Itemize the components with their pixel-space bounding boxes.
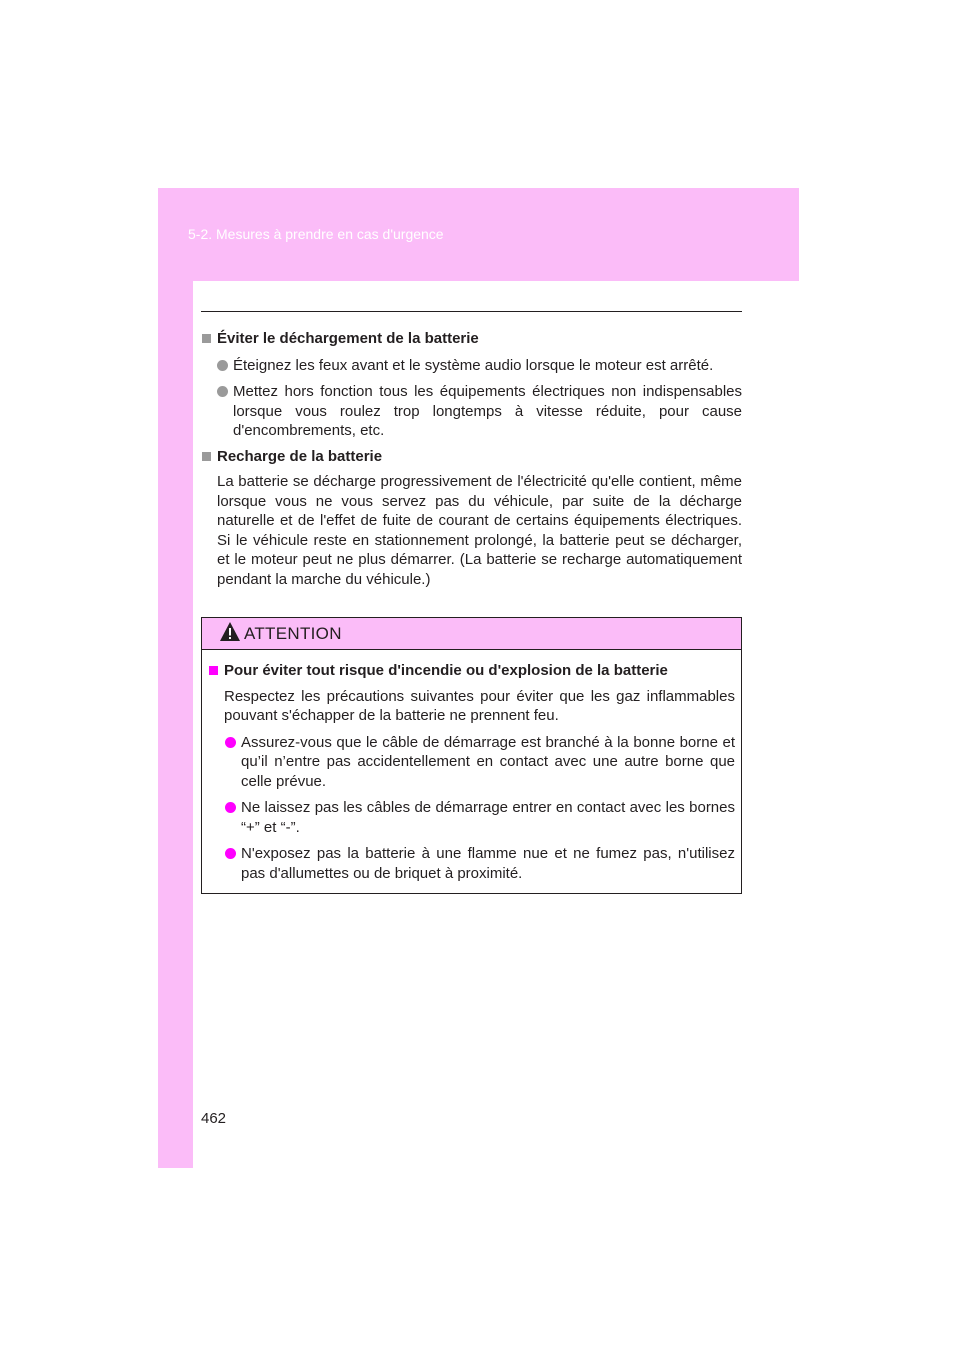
section-title: 5-2. Mesures à prendre en cas d'urgence — [188, 226, 444, 242]
attention-paragraph: Respectez les précautions suivantes pour éviter que les gaz inflammables pouvant s'échapper de la batterie ne prennent feu. — [224, 687, 735, 724]
circle-bullet-icon — [225, 848, 236, 859]
square-bullet-icon — [202, 334, 211, 343]
list-item: N'exposez pas la batterie à une flamme nue et ne fumez pas, n'utilisez pas d'allumettes ou de briquet à proximité. — [208, 844, 735, 883]
attention-heading: Pour éviter tout risque d'incendie ou d'explosion de la batterie — [208, 661, 735, 681]
circle-bullet-icon — [225, 802, 236, 813]
section-heading-battery-recharge: Recharge de la batterie — [201, 447, 742, 467]
main-content — [201, 329, 742, 589]
square-bullet-icon — [209, 666, 218, 675]
square-bullet-icon — [202, 452, 211, 461]
attention-header — [202, 618, 741, 650]
list-item: Éteignez les feux avant et le système audio lorsque le moteur est arrêté. — [201, 356, 742, 376]
section-heading-battery-discharge: Éviter le déchargement de la batterie — [201, 329, 742, 349]
page-number: 462 — [201, 1110, 227, 1127]
recharge-paragraph: La batterie se décharge progressivement de l'électricité qu'elle contient, même lorsque vous ne vous servez pas du véhicule, par suite de la décharge naturelle et de l'effet de fuite de courant de certains équipements électriques. Si le véhicule reste en stationnement prolongé, la batterie peut se décharger, et le moteur peut ne plus démarrer. (La batterie se recharge automatiquement pendant la marche du véhicule.) — [217, 473, 742, 588]
page-header — [158, 188, 799, 281]
circle-bullet-icon — [217, 360, 228, 371]
top-rule — [201, 311, 742, 312]
attention-body — [202, 650, 741, 883]
side-tab-strip — [158, 188, 193, 1168]
circle-bullet-icon — [225, 737, 236, 748]
warning-triangle-icon — [219, 621, 241, 648]
attention-label: ATTENTION — [244, 624, 342, 643]
circle-bullet-icon — [217, 386, 228, 397]
list-item: Assurez-vous que le câble de démarrage est branché à la bonne borne et qu’il n’entre pas accidentellement en contact avec une autre borne que celle prévue. — [208, 733, 735, 792]
list-item: Mettez hors fonction tous les équipements électriques non indispensables lorsque vous roulez trop longtemps à vitesse réduite, pour cause d'encombrements, etc. — [201, 382, 742, 441]
list-item: Ne laissez pas les câbles de démarrage entrer en contact avec les bornes “+” et “-”. — [208, 798, 735, 837]
attention-box — [201, 617, 742, 894]
